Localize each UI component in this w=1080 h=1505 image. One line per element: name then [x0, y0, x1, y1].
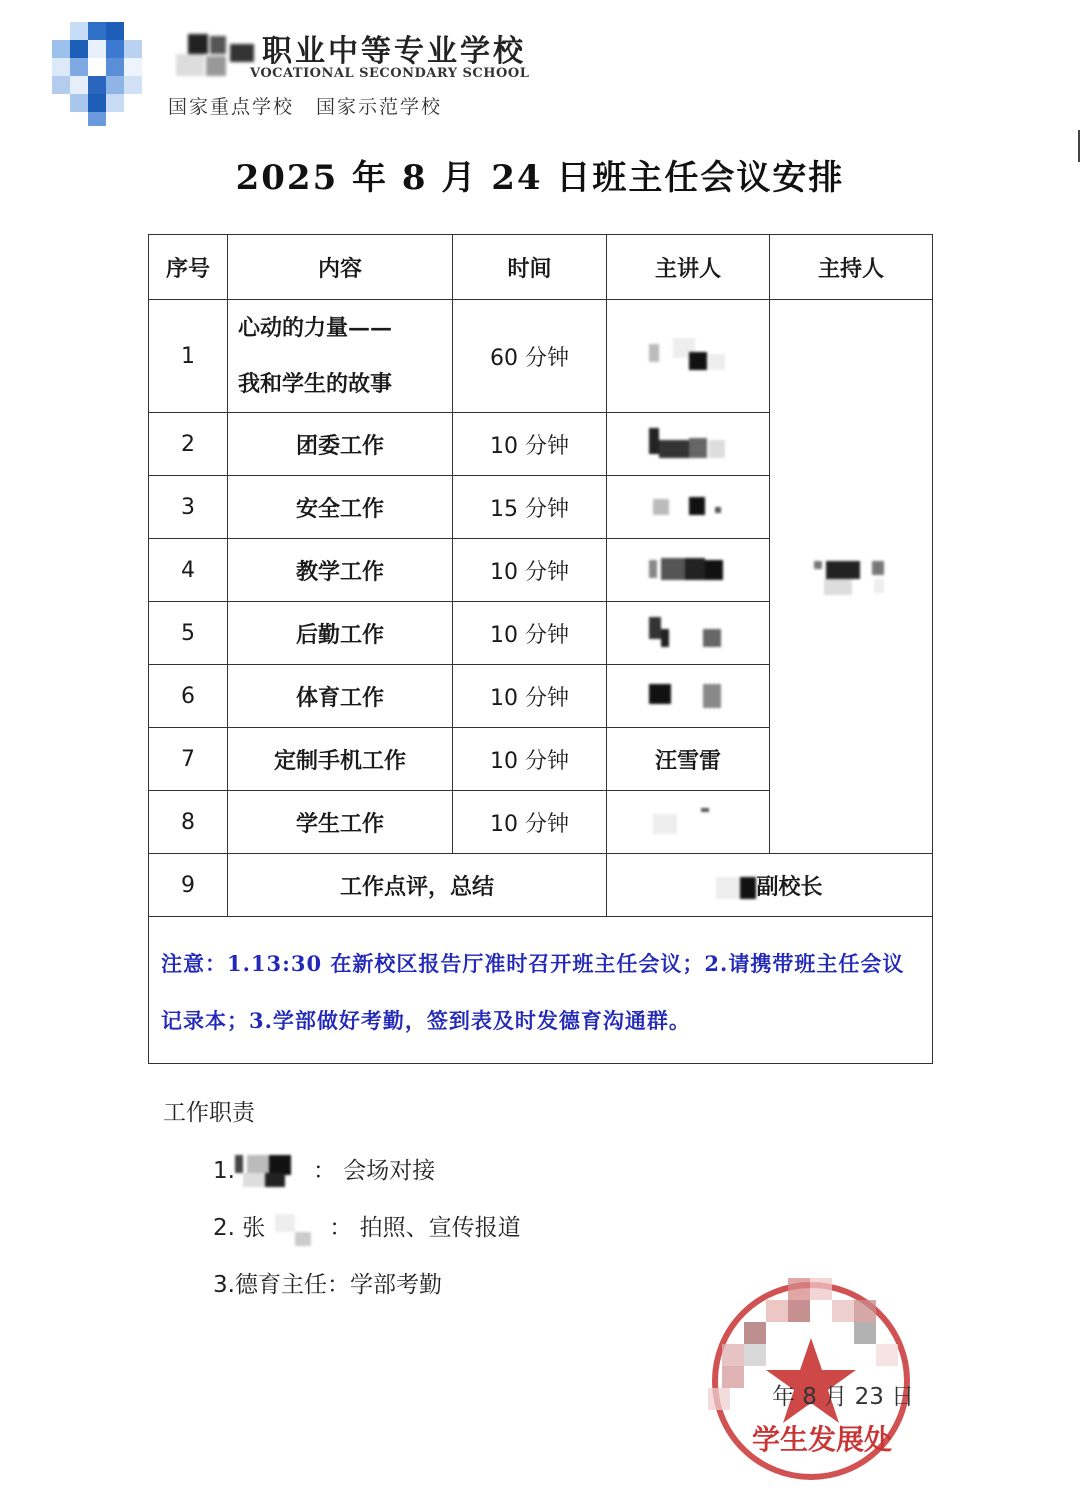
- document-title: 2025 年 8 月 24 日班主任会议安排: [235, 158, 845, 198]
- row-speaker-redacted: [607, 476, 770, 539]
- row-speaker: 汪雪雷: [607, 728, 770, 791]
- school-tags: [168, 92, 442, 119]
- school-logo: [52, 22, 160, 130]
- duty-text: 学部考勤: [349, 1272, 442, 1298]
- row-content-line: 心动的力量——: [238, 315, 393, 341]
- school-name: 职业中等专业学校: [262, 34, 526, 69]
- header-speaker: 主讲人: [607, 235, 770, 300]
- row-content: 后勤工作: [228, 602, 453, 665]
- row-no: 9: [149, 854, 228, 917]
- redacted-school-prefix: [176, 34, 260, 78]
- row-no: 5: [149, 602, 228, 665]
- row-time: 10 分钟: [453, 728, 607, 791]
- speaker-redaction: [716, 877, 756, 899]
- duties-title: 工作职责: [163, 1100, 255, 1126]
- schedule-table: [148, 234, 933, 1064]
- row-time: 10 分钟: [453, 602, 607, 665]
- header-time: 时间: [453, 235, 607, 300]
- row-content: 安全工作: [228, 476, 453, 539]
- row-content: 教学工作: [228, 539, 453, 602]
- row-time: 15 分钟: [453, 476, 607, 539]
- row-speaker-redacted: [607, 665, 770, 728]
- row-speaker-redacted: [607, 602, 770, 665]
- duty-prefix: 1.: [213, 1158, 235, 1184]
- row-time: 60 分钟: [453, 300, 607, 413]
- row-speaker-redacted: [607, 539, 770, 602]
- duty-item: [213, 1152, 435, 1191]
- row-no: 1: [149, 300, 228, 413]
- row-time: 10 分钟: [453, 413, 607, 476]
- duty-item: [213, 1209, 521, 1248]
- row-no: 8: [149, 791, 228, 854]
- table-note-row: [149, 917, 933, 1064]
- meeting-note: 注意：1.13:30 在新校区报告厅准时召开班主任会议；2.请携带班主任会议记录本；3.学部做好考勤，签到表及时发德育沟通群。: [149, 917, 933, 1064]
- header-content: 内容: [228, 235, 453, 300]
- table-row: [149, 300, 933, 413]
- duty-text: ： 拍照、宣传报道: [329, 1215, 521, 1241]
- school-tag: 国家示范学校: [316, 96, 443, 118]
- duty-prefix: 2. 张: [213, 1215, 266, 1241]
- row-speaker-redacted: [607, 300, 770, 413]
- duty-name-redaction: [235, 1153, 313, 1191]
- table-row: [149, 854, 933, 917]
- row-content: 工作点评，总结: [228, 854, 607, 917]
- duty-name-redaction: [265, 1210, 329, 1248]
- row-time: 10 分钟: [453, 665, 607, 728]
- row-content: 团委工作: [228, 413, 453, 476]
- row-no: 7: [149, 728, 228, 791]
- duty-prefix: 3.德育主任：: [213, 1272, 350, 1298]
- row-no: 3: [149, 476, 228, 539]
- row-no: 6: [149, 665, 228, 728]
- speaker-title: 副校长: [756, 873, 823, 900]
- row-time: 10 分钟: [453, 791, 607, 854]
- row-speaker: [607, 854, 933, 917]
- row-content-line: 我和学生的故事: [238, 371, 393, 397]
- row-content: 定制手机工作: [228, 728, 453, 791]
- header-host: 主持人: [770, 235, 933, 300]
- header-no: 序号: [149, 235, 228, 300]
- host-cell-redacted: [770, 300, 933, 854]
- school-name-english: VOCATIONAL SECONDARY SCHOOL: [250, 66, 530, 81]
- school-tag: 国家重点学校: [168, 96, 295, 118]
- row-content: 体育工作: [228, 665, 453, 728]
- duty-item: [213, 1266, 442, 1299]
- row-time: 10 分钟: [453, 539, 607, 602]
- row-no: 4: [149, 539, 228, 602]
- row-content: [228, 300, 453, 413]
- table-header-row: [149, 235, 933, 300]
- stamp-department: 学生发展处: [752, 1423, 893, 1456]
- signature-date: 年 8 月 23 日: [772, 1384, 915, 1410]
- row-no: 2: [149, 413, 228, 476]
- row-speaker-redacted: [607, 413, 770, 476]
- row-content: 学生工作: [228, 791, 453, 854]
- row-speaker-redacted: [607, 791, 770, 854]
- duty-text: ： 会场对接: [312, 1158, 436, 1184]
